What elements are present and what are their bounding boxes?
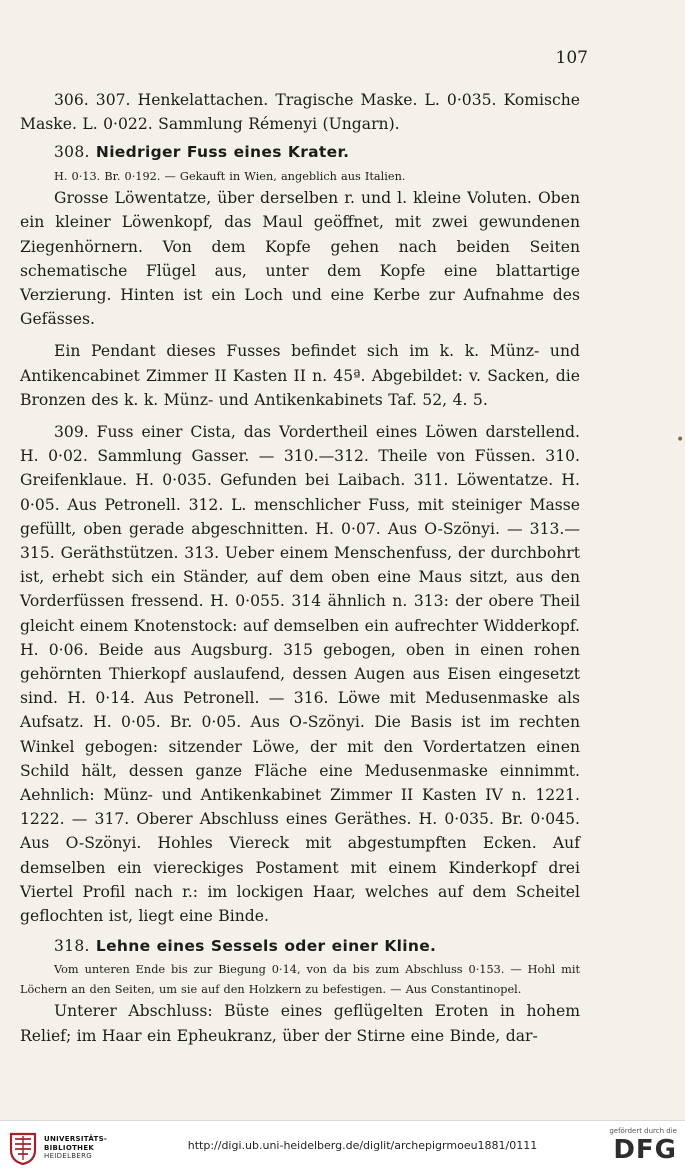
paragraph: Ein Pendant dieses Fusses befindet sich im k. k. Münz- und Antikencabinet Zimmer II Kasten II n. 45ª. Abgebildet: v. Sacken, die Bronzen des k. k. Münz- und Antikenkabinets Taf. 52, 4. 5. xyxy=(20,342,580,409)
dfg-caption: gefördert durch die xyxy=(609,1127,677,1135)
margin-mark: • xyxy=(676,432,685,448)
entry-number: 318. xyxy=(54,937,90,956)
entry-number: 308. xyxy=(54,143,90,162)
entry-title: Niedriger Fuss eines Krater. xyxy=(95,143,350,162)
paragraph: 309. Fuss einer Cista, das Vordertheil eines Löwen darstellend. H. 0·02. Sammlung Gasser. — 310.—312. Theile von Füssen. 310. Greifenklaue. H. 0·035. Gefunden bei Laibach. 311. Löwentatze. H. 0·05. Aus Petronell. 312. L. menschlicher Fuss, mit steiniger Masse gefüllt, oben gerade abgeschnitten. H. 0·07. Aus O-Szönyi. — 313.—315. Geräthstützen. 313. Ueber einem Menschenfuss, der durchbohrt ist, erhebt sich ein Ständer, auf dem oben eine Maus sitzt, aus den Vorderfüssen fressend. H. 0·055. 314 ähnlich n. 313: der obere Theil gleicht einem Knotenstock: auf demselben ein aufrechter Widderkopf. H. 0·06. Beide aus Augsburg. 315 gebogen, oben in einen rohen gehörnten Thierkopf auslaufend, dessen Augen aus Eisen eingesetzt sind. H. 0·14. Aus Petronell. — 316. Löwe mit Medusenmaske als Aufsatz. H. 0·05. Br. 0·05. Aus O-Szönyi. Die Basis ist im rechten Winkel gebogen: sitzender Löwe, der mit den Vordertatzen einen Schild hält, dessen ganze Fläche eine Medusenmaske einnimmt. Aehnlich: Münz- und Antikenkabinet Zimmer II Kasten IV n. 1221. 1222. — 317. Oberer Abschluss eines Geräthes. H. 0·035. Br. 0·045. Aus O-Szönyi. Hohles Viereck mit abgestumpften Ecken. Auf demselben ein viereckiges Postament mit einem Kinderkopf drei Viertel Profil nach r.: im lockigen Haar, welches auf dem Scheitel geflochten ist, liegt eine Binde. xyxy=(20,422,580,925)
paragraph: Grosse Löwentatze, über derselben r. und l. kleine Voluten. Oben ein kleiner Löwenkopf, das Maul geöffnet, mit zwei gewundenen Ziegenhörnern. Von dem Kopfe gehen nach beiden Seiten schematische Flügel aus, unter dem Kopfe eine blattartige Verzierung. Hinten ist ein Loch und eine Kerbe zur Aufnahme des Gefässes. xyxy=(20,189,580,329)
entry-meta: H. 0·13. Br. 0·192. — Gekauft in Wien, angeblich aus Italien. xyxy=(54,169,406,183)
page-text xyxy=(20,88,580,1048)
university-name: UNIVERSITÄTS- BIBLIOTHEK HEIDELBERG xyxy=(44,1135,108,1161)
paragraph-intro: 306. 307. Henkelattachen. Tragische Maske. L. 0·035. Komische Maske. L. 0·022. Sammlung Rémenyi (Ungarn). xyxy=(20,91,580,134)
dfg-logo[interactable] xyxy=(609,1127,677,1164)
entry-meta: Vom unteren Ende bis zur Biegung 0·14, von da bis zum Abschluss 0·153. — Hohl mit Löchern an den Seiten, um sie auf den Holzkern zu befestigen. — Aus Constantinopel. xyxy=(20,963,580,996)
paragraph: Unterer Abschluss: Büste eines geflügelten Eroten in hohem Relief; im Haar ein Epheukranz, über der Stirne eine Binde, dar- xyxy=(20,1002,580,1045)
dfg-mark: DFG xyxy=(613,1135,677,1165)
page-number: 107 xyxy=(555,48,588,68)
entry-heading-318 xyxy=(54,934,580,958)
viewer-footer xyxy=(0,1120,685,1175)
entry-heading-308 xyxy=(54,140,580,164)
entry-title: Lehne eines Sessels oder einer Kline. xyxy=(95,937,437,956)
permalink-url[interactable]: http://digi.ub.uni-heidelberg.de/diglit/archepigrmoeu1881/0111 xyxy=(187,1139,538,1152)
